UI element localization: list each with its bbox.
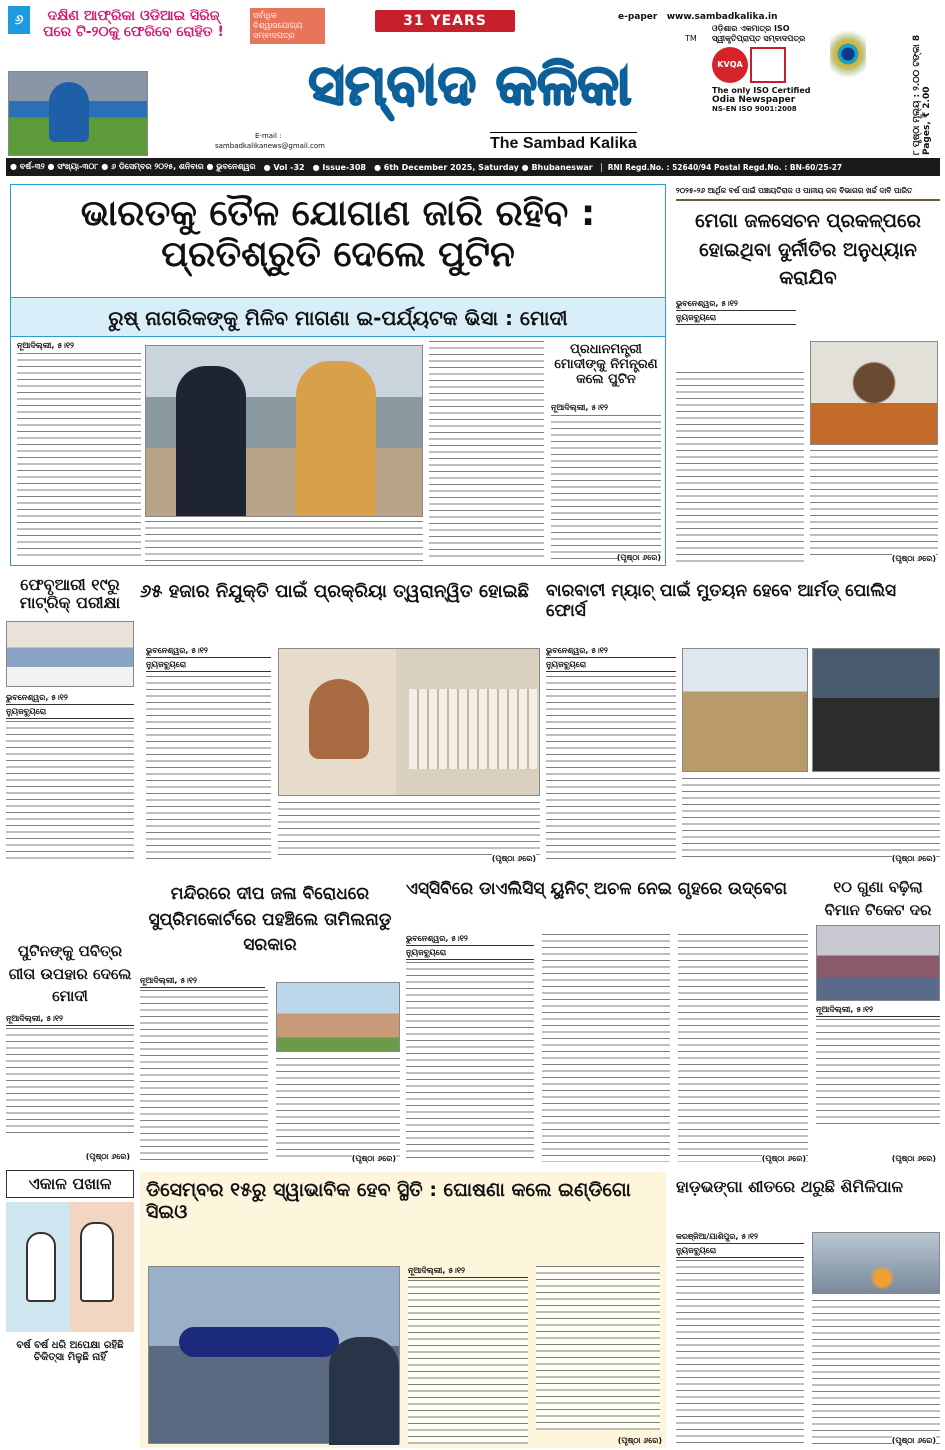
ceo-figure xyxy=(329,1337,399,1445)
lead-dateline: ନୂଆଦିଲ୍ଲୀ, ୫।୧୨ xyxy=(17,341,74,350)
cold-story[interactable] xyxy=(676,1172,940,1448)
flight-dateline: ନୂଆଦିଲ୍ଲୀ, ୫।୧୨ xyxy=(816,1005,940,1017)
iso-odia: ଓଡ଼ିଶାର ଏକମାତ୍ର ISO ସ୍ୱୀକୃତିପ୍ରାପ୍ତ ସମ୍ବାଦପତ୍ର xyxy=(712,24,806,43)
scb-body-col3 xyxy=(678,934,808,1162)
cold-continued[interactable]: (ପୃଷ୍ଠା ୬ରେ) xyxy=(891,1436,936,1445)
scb-body-col2 xyxy=(542,934,670,1162)
minister-building-photo xyxy=(278,648,540,796)
masthead xyxy=(215,4,697,156)
tm: TM xyxy=(685,34,697,43)
gita-dateline: ନୂଆଦିଲ୍ଲୀ, ୫।୧୨ xyxy=(6,1014,134,1026)
gita-continued[interactable]: (ପୃଷ୍ଠା ୬ରେ) xyxy=(85,1152,130,1161)
mega-kicker: ୨୦୨୫-୨୬ ଆର୍ଥିକ ବର୍ଷ ପାଇଁ ପଞ୍ଚାୟତିରାଜ ଓ ପାନୀୟ ଜଳ ବିଭାଗର ଖର୍ଚ୍ଚ ଦାବି ପାରିତ xyxy=(676,186,940,201)
cartoon[interactable] xyxy=(6,1170,134,1446)
jobs-story[interactable] xyxy=(140,576,540,866)
bonfire-photo xyxy=(812,1232,940,1294)
mega-continued[interactable]: (ପୃଷ୍ଠା ୬ରେ) xyxy=(891,554,936,563)
matric-story[interactable] xyxy=(6,576,134,866)
kvqa-logo: KVQA xyxy=(712,47,748,83)
scb-body-col1 xyxy=(406,962,534,1162)
cold-body-col2 xyxy=(812,1300,940,1444)
secretariat-building xyxy=(409,689,537,769)
supreme-court-photo xyxy=(276,982,400,1052)
english-name: The Sambad Kalika xyxy=(490,132,637,153)
scb-continued[interactable]: (ପୃଷ୍ଠା ୬ରେ) xyxy=(761,1154,806,1163)
teaser[interactable] xyxy=(8,6,233,156)
mega-body xyxy=(676,372,804,562)
mega-bureau: ନ୍ୟୁଜବ୍ୟୁରୋ xyxy=(676,313,796,325)
barabati-bureau: ନ୍ୟୁଜବ୍ୟୁରୋ xyxy=(546,660,676,672)
airport-crowd-photo xyxy=(816,925,940,1001)
indigo-photo xyxy=(148,1266,400,1444)
kvqa-badge xyxy=(712,47,812,83)
matric-dateline: ଭୁବନେଶ୍ୱର, ୫।୧୨ xyxy=(6,693,134,705)
airplane-figure xyxy=(179,1327,339,1357)
side-headline: ପ୍ରଧାନମନ୍ତ୍ରୀ ମୋଦୀଙ୍କୁ ନିମନ୍ତ୍ରଣ କଲେ ପୁଟିନ xyxy=(554,342,658,387)
matric-body xyxy=(6,721,134,861)
info-date: ● 6th December 2025, Saturday ● Bhubaneswar xyxy=(374,162,593,172)
lead-subheadline: ରୁଷ୍ ନାଗରିକଙ୍କୁ ମିଳିବ ମାଗଣା ଇ-ପର୍ଯ୍ୟଟକ ଭିସା : ମୋଦୀ xyxy=(11,297,665,337)
lead-headline: ଭାରତକୁ ତୈଳ ଯୋଗାଣ ଜାରି ରହିବ : ପ୍ରତିଶ୍ରୁତି ଦେଲେ ପୁଟିନ xyxy=(80,193,596,276)
player-figure xyxy=(49,82,89,142)
minister-photo xyxy=(810,341,938,445)
cartoon-figure-1 xyxy=(26,1232,56,1302)
jobs-body-col2 xyxy=(278,802,540,860)
jobs-body-col1 xyxy=(146,676,271,861)
scb-headline: ଏସ୍‌ସିବିରେ ଡାଏଲିସିସ୍ ୟୁନିଟ୍ ଅଚଳ ନେଇ ଗୃହରେ ଉଦ୍‌ବେଗ xyxy=(406,879,788,899)
cartoon-caption: ବର୍ଷ ବର୍ଷ ଧରି ଅପେକ୍ଷା ରହିଛି ଚିକିତ୍ସା ମିଳୁଛି ନାହିଁ xyxy=(16,1340,124,1363)
cold-bureau: ନ୍ୟୁଜବ୍ୟୁରୋ xyxy=(676,1246,804,1258)
info-regd: RNI Regd.No. : 52640/94 Postal Regd.No. : BN-60/25-27 xyxy=(601,163,842,172)
jobs-headline: ୬୫ ହଜାର ନିଯୁକ୍ତି ପାଇଁ ପ୍ରକ୍ରିୟା ତ୍ୱରାନ୍ୱିତ ହୋଇଛି xyxy=(140,581,530,602)
mega-headline: ମେଗା ଜଳସେଚନ ପ୍ରକଳ୍ପରେ ହୋଇଥିବା ଦୁର୍ନୀତିର ଅନୁଧ୍ୟାନ କରାଯିବ xyxy=(695,210,921,289)
minister-face xyxy=(309,679,369,759)
iso-line3: NS-EN ISO 9001:2008 xyxy=(712,105,797,113)
mega-story[interactable] xyxy=(676,186,940,566)
scb-bureau: ନ୍ୟୁଜବ୍ୟୁରୋ xyxy=(406,948,534,960)
cartoon-figure-2 xyxy=(80,1222,114,1302)
jobs-dateline-text: ଭୁବନେଶ୍ୱର, ୫।୧୨ xyxy=(146,646,271,658)
flight-body xyxy=(816,1019,940,1129)
lead-continued[interactable]: (ପୃଷ୍ଠା ୬ରେ) xyxy=(616,553,661,562)
jobs-dateline xyxy=(146,646,271,674)
barabati-dateline xyxy=(546,646,676,674)
lead-body-col2 xyxy=(145,521,423,561)
side-dateline: ନୂଆଦିଲ୍ଲୀ, ୫।୧୨ xyxy=(551,403,608,412)
police-officer-photo xyxy=(682,648,808,772)
gita-body xyxy=(6,1028,134,1138)
temple-body-col2 xyxy=(276,1058,400,1162)
exam-photo xyxy=(6,621,134,687)
ribbon-31-years: 31 YEARS xyxy=(375,10,515,32)
gita-story[interactable] xyxy=(6,940,134,1164)
cold-dateline xyxy=(676,1232,804,1260)
info-issue: ● Issue-308 xyxy=(312,162,366,172)
iso-line2: Odia Newspaper xyxy=(712,95,796,105)
page-number-badge: ୬ xyxy=(8,6,30,34)
matric-bureau: ନ୍ୟୁଜବ୍ୟୁରୋ xyxy=(6,707,134,719)
logo: ସମ୍ବାଦ କଳିକା xyxy=(308,53,632,118)
epaper-link[interactable]: e-paper www.sambadkalika.in xyxy=(618,12,778,22)
flight-story[interactable] xyxy=(816,876,940,1166)
scb-dateline xyxy=(406,934,534,962)
press-briefing-photo xyxy=(812,648,940,772)
iso-line1: The only ISO Certified xyxy=(712,86,811,95)
barabati-dateline-text: ଭୁବନେଶ୍ୱର, ୫।୧୨ xyxy=(546,646,676,658)
teaser-headline: ଦକ୍ଷିଣ ଆଫ୍ରିକା ଓଡିଆଇ ସିରିଜ୍ ପରେ ଟି-୨୦କୁ ଫେରିବେ ରୋହିତ ! xyxy=(43,8,224,41)
temple-body-col1 xyxy=(140,990,268,1162)
mega-body-2 xyxy=(810,450,938,560)
barabati-story[interactable] xyxy=(546,576,940,866)
info-odia: ● ବର୍ଷ-୩୨ ● ସଂଖ୍ୟା-୩୦୮ ● ୬ ଡିସେମ୍ବର ୨୦୨୫, ଶନିବାର ● ଭୁବନେଶ୍ୱର xyxy=(10,162,256,171)
email-label: E-mail : xyxy=(255,132,282,140)
flight-headline: ୧୦ ଗୁଣା ବଢ଼ିଲା ବିମାନ ଟିକେଟ ଦର xyxy=(824,878,932,919)
matric-headline: ଫେବୃଆରୀ ୧୯ରୁ ମାଟ୍ରିକ୍ ପରୀକ୍ଷା xyxy=(19,575,121,613)
price: ୮ ପୃଷ୍ଠା ମୂଲ୍ୟ : ୨.୦୦ ଟଙ୍କା 8 Pages, ₹ 2.00 xyxy=(912,34,932,155)
jobs-bureau: ନ୍ୟୁଜବ୍ୟୁରୋ xyxy=(146,660,271,672)
lead-body-col1 xyxy=(17,353,141,561)
accreditation-icon xyxy=(750,47,786,83)
putin-figure xyxy=(176,366,246,516)
barabati-continued[interactable]: (ପୃଷ୍ଠା ୬ରେ) xyxy=(891,854,936,863)
indigo-headline: ଡିସେମ୍ବର ୧୫ରୁ ସ୍ୱାଭାବିକ ହେବ ସ୍ଥିତି : ଘୋଷଣା କଲେ ଇଣ୍ଡିଗୋ ସିଇଓ xyxy=(146,1179,631,1223)
indigo-body-col1 xyxy=(408,1280,528,1444)
barabati-body-col1 xyxy=(546,676,676,861)
putin-modi-photo xyxy=(145,345,423,517)
flight-continued[interactable]: (ପୃଷ୍ଠା ୬ରେ) xyxy=(891,1154,936,1163)
info-bar xyxy=(6,158,940,176)
temple-dateline: ନୂଆଦିଲ୍ଲୀ, ୫।୧୨ xyxy=(140,976,265,988)
lead-body-col3 xyxy=(429,341,544,561)
temple-headline: ମନ୍ଦିରରେ ଦୀପ ଜଳା ବିରୋଧରେ ସୁପ୍ରିମକୋର୍ଟରେ ପହଞ୍ଚିଲେ ତାମିଲନାଡୁ ସରକାର xyxy=(148,884,392,955)
mega-dateline: ଭୁବନେଶ୍ୱର, ୫।୧୨ xyxy=(676,299,796,311)
tagline: ସର୍ବାଧିକ ବିଶ୍ୱାସଯୋଗ୍ୟ ସମ୍ବାଦପତ୍ର xyxy=(250,8,325,44)
barabati-body-col2 xyxy=(682,778,940,860)
scb-story[interactable] xyxy=(406,876,810,1166)
lead-story[interactable] xyxy=(10,184,666,566)
cold-body-col1 xyxy=(676,1260,804,1444)
peacock-feather-icon xyxy=(830,24,866,124)
indigo-story[interactable] xyxy=(140,1172,666,1448)
scb-dateline-text: ଭୁବନେଶ୍ୱର, ୫।୧୨ xyxy=(406,934,534,946)
modi-figure xyxy=(296,361,376,516)
indigo-dateline: ନୂଆଦିଲ୍ଲୀ, ୫।୧୨ xyxy=(408,1266,528,1278)
rohit-photo xyxy=(8,71,148,156)
temple-continued[interactable]: (ପୃଷ୍ଠା ୬ରେ) xyxy=(351,1154,396,1163)
cold-headline: ହାଡ଼ଭଙ୍ଗା ଶୀତରେ ଥରୁଛି ଶିମିଳିପାଳ xyxy=(676,1177,904,1196)
indigo-body-col2 xyxy=(536,1266,660,1430)
cartoon-drawing xyxy=(6,1202,134,1332)
gita-headline: ପୁଟିନଙ୍କୁ ପବିତ୍ର ଗୀତା ଉପହାର ଦେଲେ ମୋଦୀ xyxy=(8,942,132,1005)
side-body xyxy=(551,415,661,561)
cold-dateline-text: କରଞ୍ଜିଆ/ଯାଶିପୁର, ୫।୧୨ xyxy=(676,1232,804,1244)
temple-story[interactable] xyxy=(140,876,400,1166)
iso-block xyxy=(712,24,812,113)
email: sambadkalikanews@gmail.com xyxy=(215,142,325,150)
indigo-continued[interactable]: (ପୃଷ୍ଠା ୬ରେ) xyxy=(617,1436,662,1445)
cartoon-title: ଏକାଳ ପଖାଳ xyxy=(6,1170,134,1198)
barabati-headline: ବାରବାଟୀ ମ୍ୟାଚ୍ ପାଇଁ ମୁତୟନ ହେବେ ଆର୍ମଡ୍ ପୋଲିସ ଫୋର୍ସ xyxy=(546,581,897,621)
jobs-continued[interactable]: (ପୃଷ୍ଠା ୬ରେ) xyxy=(491,854,536,863)
info-vol: ● Vol -32 xyxy=(263,162,305,172)
